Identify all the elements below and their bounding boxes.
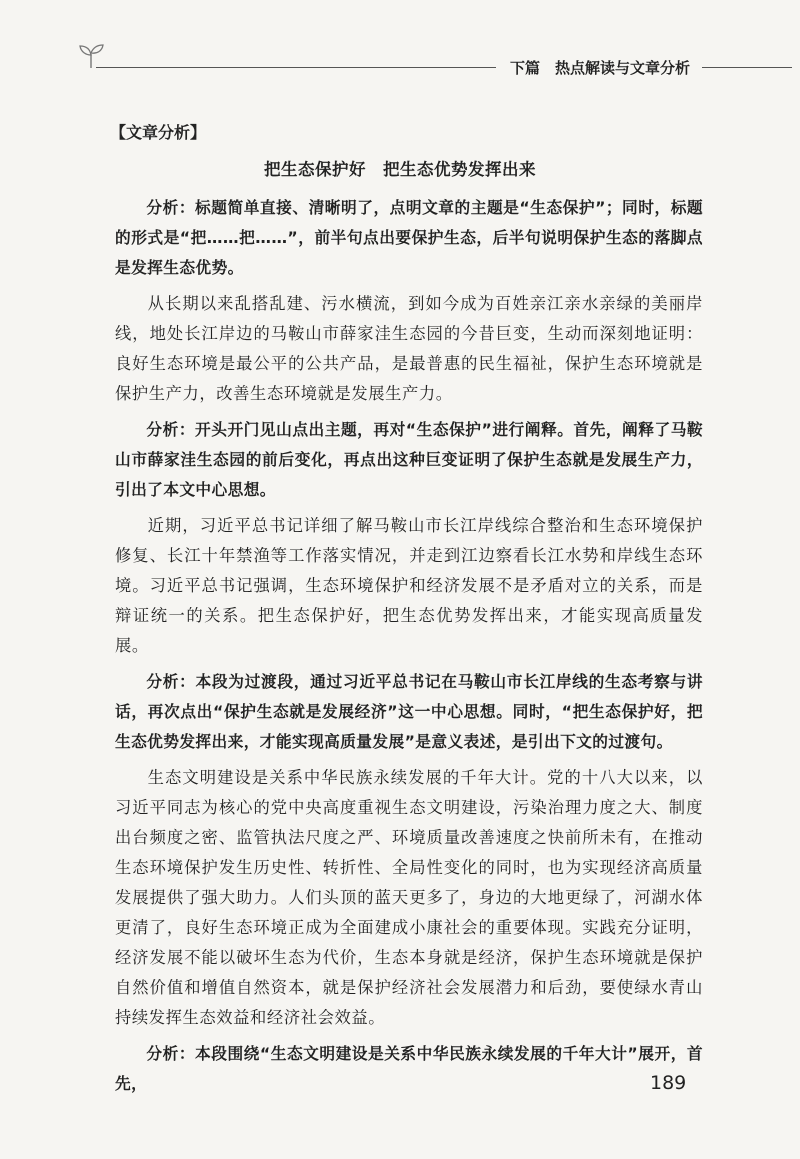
article-body <box>115 193 703 1105</box>
body-paragraph: 近期，习近平总书记详细了解马鞍山市长江岸线综合整治和生态环境保护修复、长江十年禁渔等工作落实情况，并走到江边察看长江水势和岸线生态环境。习近平总书记强调，生态环境保护和经济发展不是矛盾对立的关系，而是辩证统一的关系。把生态保护好，把生态优势发挥出来，才能实现高质量发展。 <box>115 516 703 655</box>
running-title: 下篇 热点解读与文章分析 <box>510 59 691 77</box>
analysis-paragraph: 分析：开头开门见山点出主题，再对“生态保护”进行阐释。首先，阐释了马鞍山市薛家洼生态园的前后变化，再点出这种巨变证明了保护生态就是发展生产力，引出了本文中心思想。 <box>115 420 703 499</box>
running-header <box>76 40 792 80</box>
analysis-paragraph: 分析：标题简单直接、清晰明了，点明文章的主题是“生态保护”；同时，标题的形式是“把……把……”，前半句点出要保护生态，后半句说明保护生态的落脚点是发挥生态优势。 <box>115 198 703 277</box>
header-rule-right <box>702 67 792 68</box>
analysis-paragraph: 分析：本段围绕“生态文明建设是关系中华民族永续发展的千年大计”展开，首先， <box>115 1044 703 1093</box>
section-tag: 【文章分析】 <box>110 123 207 142</box>
sprout-icon <box>76 40 106 70</box>
analysis-paragraph: 分析：本段为过渡段，通过习近平总书记在马鞍山市长江岸线的生态考察与讲话，再次点出“保护生态就是发展经济”这一中心思想。同时，“把生态保护好，把生态优势发挥出来，才能实现高质量发展”是意义表述，是引出下文的过渡句。 <box>115 672 703 751</box>
article-title: 把生态保护好 把生态优势发挥出来 <box>264 160 536 179</box>
header-rule-left <box>96 67 496 68</box>
body-paragraph: 生态文明建设是关系中华民族永续发展的千年大计。党的十八大以来，以习近平同志为核心的党中央高度重视生态文明建设，污染治理力度之大、制度出台频度之密、监管执法尺度之严、环境质量改善速度之快前所未有，在推动生态环境保护发生历史性、转折性、全局性变化的同时，也为实现经济高质量发展提供了强大助力。人们头顶的蓝天更多了，身边的大地更绿了，河湖水体更清了，良好生态环境正成为全面建成小康社会的重要体现。实践充分证明，经济发展不能以破坏生态为代价，生态本身就是经济，保护生态环境就是保护自然价值和增值自然资本，就是保护经济社会发展潜力和后劲，要使绿水青山持续发挥生态效益和经济社会效益。 <box>115 768 703 1027</box>
page-number: 189 <box>650 1072 687 1094</box>
body-paragraph: 从长期以来乱搭乱建、污水横流，到如今成为百姓亲江亲水亲绿的美丽岸线，地处长江岸边的马鞍山市薛家洼生态园的今昔巨变，生动而深刻地证明：良好生态环境是最公平的公共产品，是最普惠的民生福祉，保护生态环境就是保护生产力，改善生态环境就是发展生产力。 <box>115 294 703 403</box>
